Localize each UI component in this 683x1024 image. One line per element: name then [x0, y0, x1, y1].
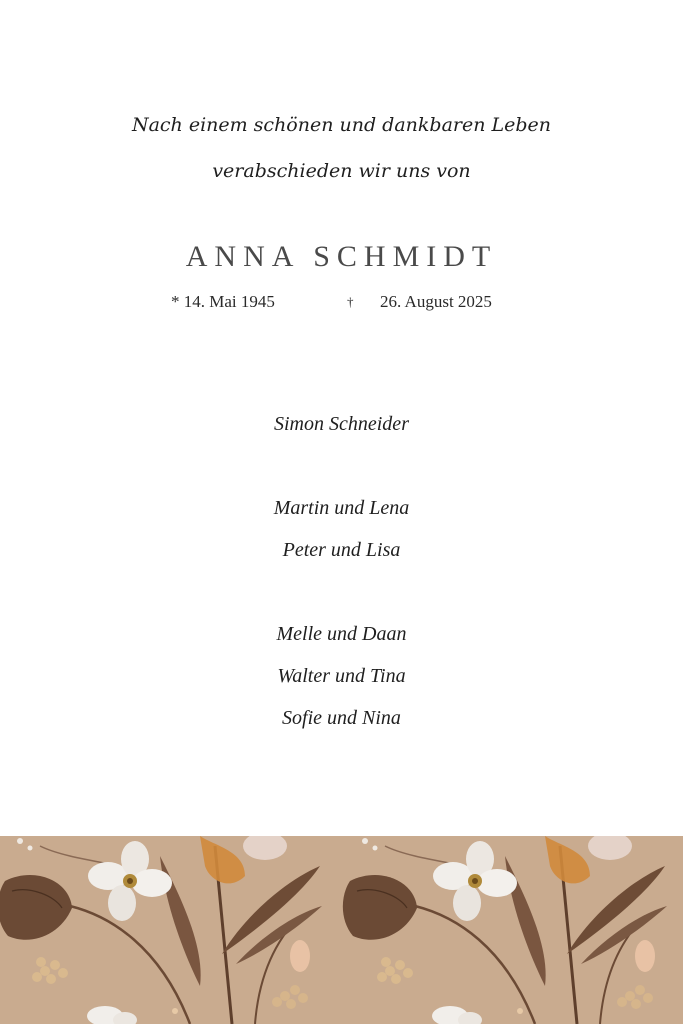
mourner-line: Melle und Daan — [276, 623, 407, 645]
mourner-line: Walter und Tina — [277, 665, 406, 687]
mourner-line: Peter und Lisa — [282, 539, 401, 561]
deceased-name: ANNA SCHMIDT — [185, 240, 498, 273]
intro-line-2: verabschieden wir uns von — [212, 160, 471, 182]
mourner-line: Martin und Lena — [273, 497, 410, 519]
mourner-line: Sofie und Nina — [282, 707, 401, 729]
floral-border — [0, 836, 683, 1024]
mourner-line: Simon Schneider — [274, 413, 409, 435]
cross-icon: † — [347, 294, 354, 309]
death-date: 26. August 2025 — [380, 292, 492, 311]
birth-date: * 14. Mai 1945 — [171, 292, 275, 311]
intro-line-1: Nach einem schönen und dankbaren Leben — [131, 114, 552, 136]
floral-pattern-illustration — [0, 836, 683, 1024]
